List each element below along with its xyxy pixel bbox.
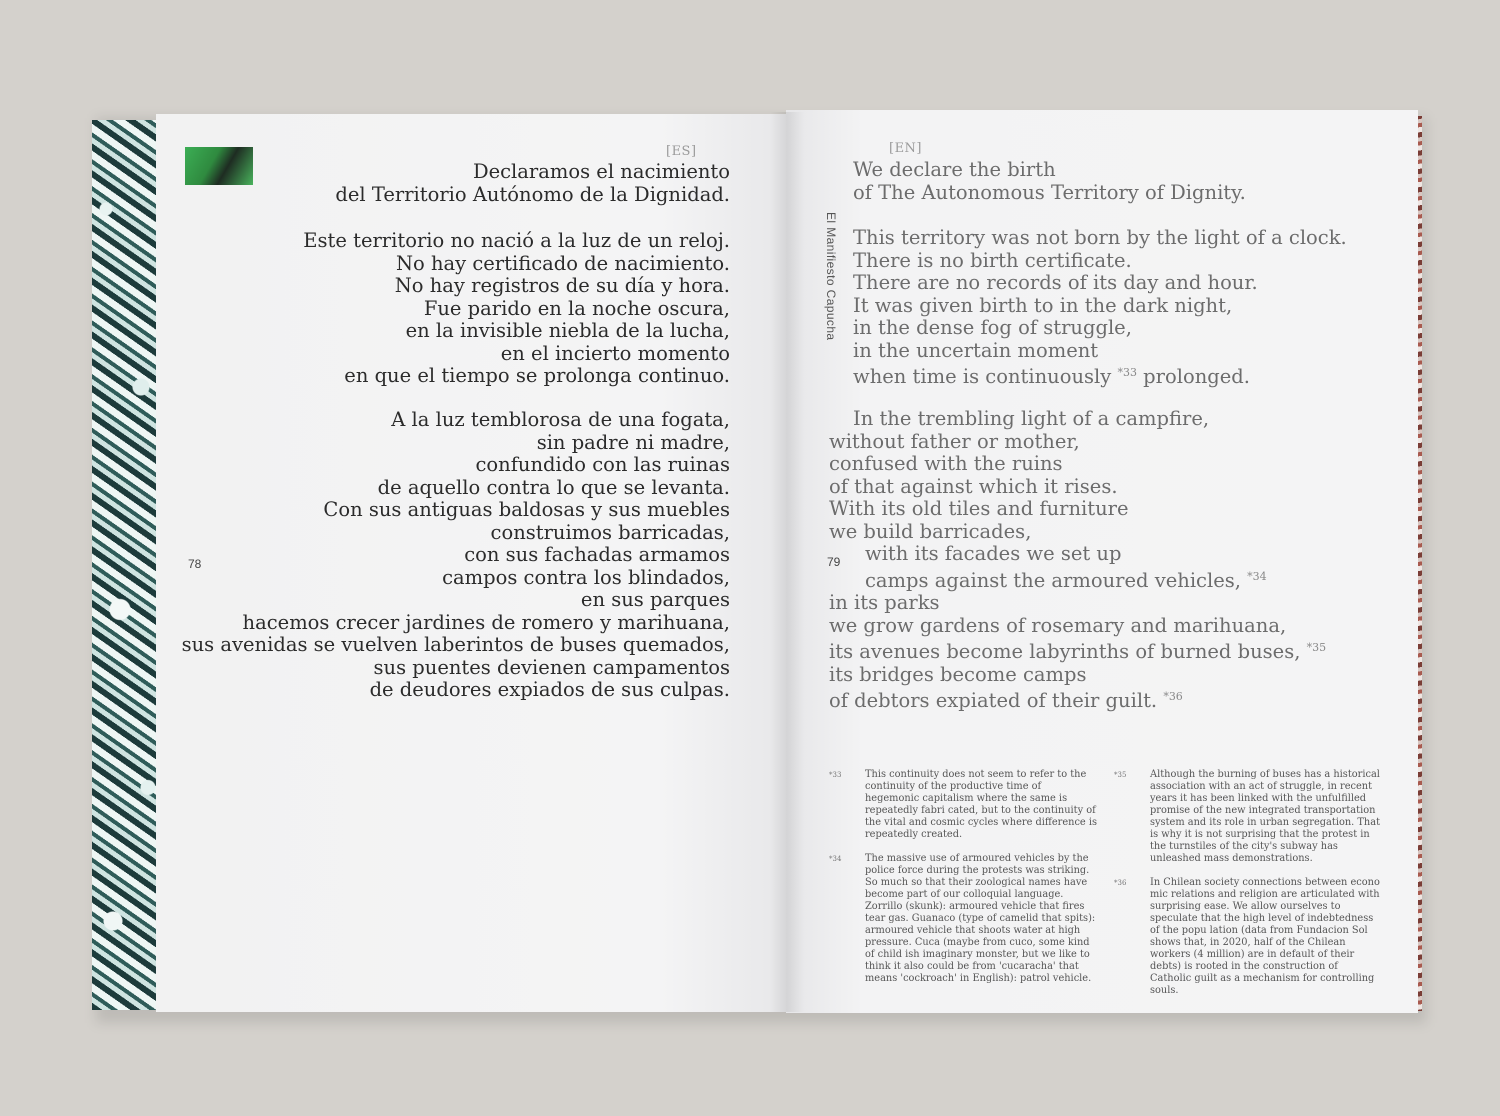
note-ref: *33 — [1117, 366, 1137, 379]
verse-line — [853, 362, 1373, 389]
verse-text: of debtors expiated of their guilt. — [829, 689, 1158, 712]
verse-line: confused with the ruins — [829, 452, 1063, 475]
verse-line — [829, 686, 1373, 713]
footnote-text: Although the burning of buses has a historical association with an act of struggle, in recent years it has been linked with the unfulfilled promise of the new integrated transportation system and its role in urban segregation. That is why it is not surprising that the protest in the turnstiles of the city's subway has unleashed mass demonstrations. — [1150, 769, 1381, 864]
verse-line: en el incierto momento — [500, 341, 730, 365]
verse-line: en que el tiempo se prolonga continuo. — [344, 364, 730, 387]
verse-line: campos contra los blindados, — [442, 565, 730, 589]
verse-line — [829, 637, 1373, 664]
footnote — [1114, 877, 1382, 997]
verse-line: sus avenidas se vuelven laberintos de buses quemados, — [181, 633, 730, 656]
es-stanza-3 — [170, 409, 730, 702]
verse-line: sus puentes devienen campamentos — [373, 655, 730, 679]
page-number-left: 78 — [188, 557, 202, 571]
verse-line: in the uncertain moment — [853, 338, 1099, 362]
verse-line: Con sus antiguas baldosas y sus muebles — [323, 498, 730, 521]
footnote — [1114, 769, 1382, 865]
verse-line: Declaramos el nacimiento — [472, 160, 730, 183]
verse-line: its bridges become camps — [829, 662, 1087, 686]
verse-line: Este territorio no nació a la luz de un reloj. — [303, 229, 730, 252]
note-ref: *35 — [1306, 641, 1327, 654]
cover-edge-left — [92, 120, 162, 1010]
footnote-text: This continuity does not seem to refer to the continuity of the productive time of hegemonic capitalism where the same is repeatedly fabri cated, but to the continuity of the vital and cosmic cycles where difference is repeatedly created. — [865, 769, 1098, 840]
running-head: El Manifiesto Capucha — [824, 212, 838, 341]
footnote — [829, 853, 1097, 985]
verse-line: con sus fachadas armamos — [464, 543, 730, 566]
footnote-mark: *36 — [1114, 879, 1127, 887]
footnotes — [825, 765, 1385, 996]
footnote-text: In Chilean society connections between econo mic relations and religion are articulated with surprising ease. We allow ourselves to speculate that the high level of indebtedness of the popu lation (data from Fundacion Sol shows that, in 2020, half of the Chilean workers (4 million) are in default of their debts) is rooted in the construction of Catholic guilt as a mechanism for controlling souls. — [1150, 877, 1380, 996]
note-ref: *34 — [1247, 569, 1267, 583]
note-ref: *36 — [1163, 690, 1183, 703]
verse-line — [865, 566, 1373, 593]
verse-line: in the dense fog of struggle, — [853, 316, 1132, 339]
verse-line: confundido con las ruinas — [475, 453, 730, 476]
verse-text: camps against the armoured vehicles, — [865, 568, 1241, 592]
verse-line: we build barricades, — [829, 519, 1032, 543]
verse-line: de deudores expiados de sus culpas. — [369, 678, 730, 701]
verse-line: It was given birth to in the dark night, — [853, 293, 1233, 317]
footnote — [829, 769, 1098, 841]
verse-line: of The Autonomous Territory of Dignity. — [853, 180, 1246, 204]
footnote-text: The massive use of armoured vehicles by the police force during the protests was striking. So much so that their zoological names have become part of our colloquial language. Zorrillo (skunk): armoured vehicle that fires tear gas. Guanaco (type of camelid that spits): armoured vehicle that shoots water at high pressure. Cuca (maybe from cuco, some kind of child ish imaginary monster, but we like to think it also could be from 'cucaracha' that means 'cockroach' in English): patrol vehicle. — [865, 853, 1096, 984]
verse-line: without father or mother, — [829, 429, 1080, 453]
en-stanza-2 — [853, 227, 1373, 389]
verse-line: No hay certificado de nacimiento. — [395, 251, 730, 275]
verse-text: prolonged. — [1143, 365, 1250, 388]
verse-line: We declare the birth — [853, 158, 1056, 181]
verse-line: There is no birth certificate. — [853, 248, 1132, 272]
verse-line: In the trembling light of a campfire, — [853, 407, 1210, 430]
page-number-right: 79 — [827, 555, 841, 569]
footnote-mark: *34 — [829, 855, 842, 863]
verse-line: sin padre ni madre, — [536, 430, 730, 454]
es-stanza-2 — [170, 230, 730, 388]
verse-line: There are no records of its day and hour. — [853, 271, 1258, 294]
footnote-mark: *33 — [829, 771, 842, 779]
verse-line: construimos barricadas, — [490, 520, 730, 544]
verse-text: its avenues become labyrinths of burned buses, — [829, 640, 1301, 663]
verse-line: No hay registros de su día y hora. — [394, 274, 730, 297]
verse-line: with its facades we set up — [865, 542, 1122, 565]
verse-line: With its old tiles and furniture — [829, 497, 1129, 520]
footnote-mark: *35 — [1114, 771, 1127, 779]
verse-line: of that against which it rises. — [829, 474, 1118, 498]
verse-line: del Territorio Autónomo de la Dignidad. — [335, 182, 730, 206]
verse-line: de aquello contra lo que se levanta. — [377, 475, 730, 499]
verse-line: in its parks — [829, 591, 940, 614]
book-gutter — [770, 112, 804, 1012]
verse-line: Fue parido en la noche oscura, — [423, 296, 730, 320]
verse-line: we grow gardens of rosemary and marihuana, — [829, 613, 1287, 637]
verse-line: This territory was not born by the light of a clock. — [853, 226, 1347, 249]
verse-line: en la invisible niebla de la lucha, — [405, 319, 730, 342]
en-stanza-1 — [853, 159, 1373, 204]
language-tag-es: [ES] — [666, 144, 697, 159]
verse-line: A la luz temblorosa de una fogata, — [391, 408, 730, 431]
verse-line: en sus parques — [580, 588, 730, 611]
verse-line: hacemos crecer jardines de romero y marihuana, — [242, 610, 730, 634]
language-tag-en: [EN] — [889, 141, 923, 156]
es-stanza-1 — [170, 161, 730, 206]
verse-text: when time is continuously — [853, 365, 1112, 388]
